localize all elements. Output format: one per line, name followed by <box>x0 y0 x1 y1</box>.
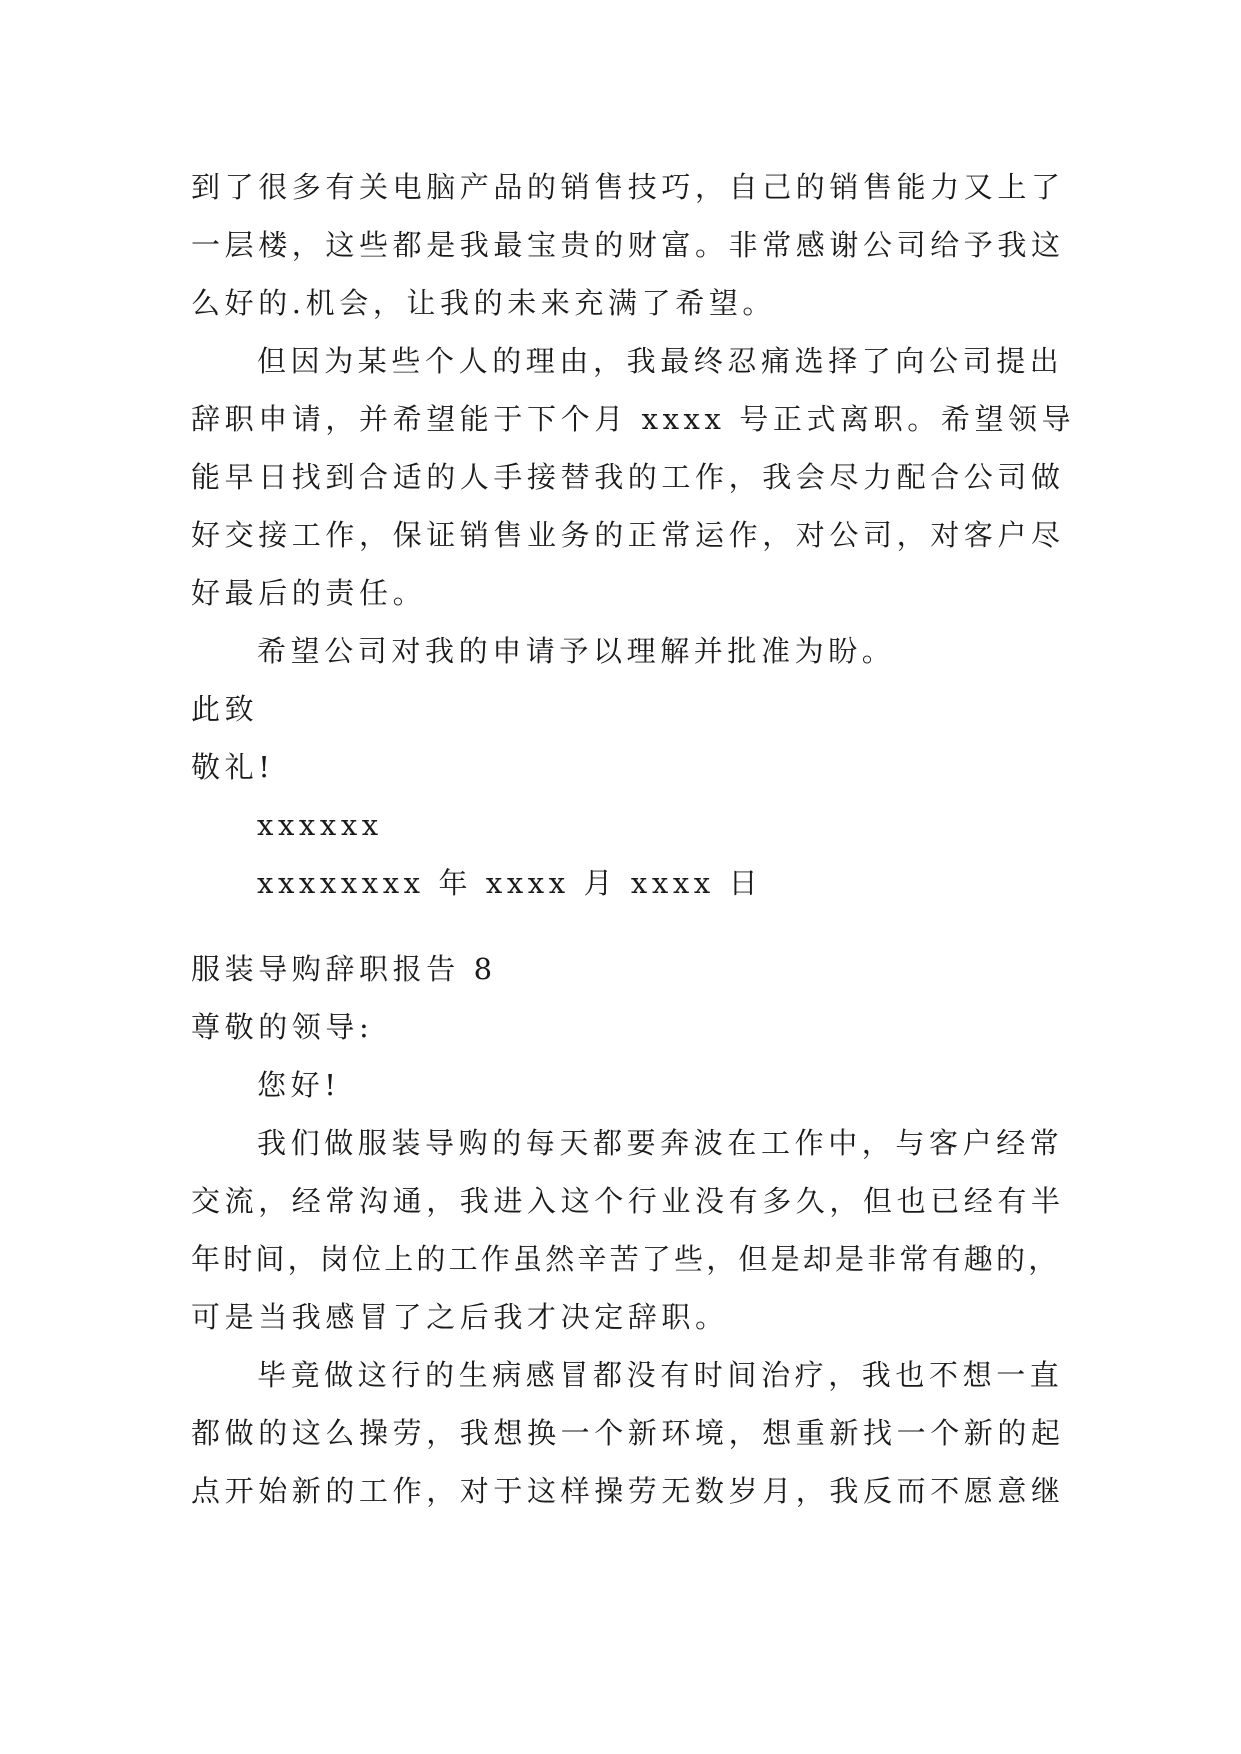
text-line: 交流，经常沟通，我进入这个行业没有多久，但也已经有半 <box>191 1184 1065 1218</box>
greeting: 您好! <box>257 1068 341 1102</box>
date-line: xxxxxxxx 年 xxxx 月 xxxx 日 <box>257 866 763 900</box>
paragraph-job-description <box>191 1114 1065 1346</box>
text-line: 一层楼，这些都是我最宝贵的财富。非常感谢公司给予我这 <box>191 228 1065 262</box>
section-gap <box>191 912 1051 940</box>
document-page <box>191 158 1076 1520</box>
text-line: 点开始新的工作，对于这样操劳无数岁月，我反而不愿意继 <box>191 1474 1065 1508</box>
text-line: 到了很多有关电脑产品的销售技巧，自己的销售能力又上了 <box>191 170 1065 204</box>
paragraph-sales-gains <box>191 158 1065 332</box>
text-line: 辞职申请，并希望能于下个月 xxxx 号正式离职。希望领导 <box>191 402 1076 436</box>
paragraph-request: 希望公司对我的申请予以理解并批准为盼。 <box>257 634 896 668</box>
text-line: 可是当我感冒了之后我才决定辞职。 <box>191 1300 729 1334</box>
text-line: 但因为某些个人的理由，我最终忍痛选择了向公司提出 <box>257 344 1064 378</box>
salutation: 尊敬的领导: <box>191 1010 374 1044</box>
paragraph-resignation-reason <box>191 332 1076 622</box>
text-line: 能早日找到合适的人手接替我的工作，我会尽力配合公司做 <box>191 460 1065 494</box>
closing-greeting: 此致 <box>191 692 259 726</box>
text-line: 毕竟做这行的生病感冒都没有时间治疗，我也不想一直 <box>257 1358 1064 1392</box>
signature: xxxxxx <box>257 808 383 842</box>
text-line: 都做的这么操劳，我想换一个新环境，想重新找一个新的起 <box>191 1416 1065 1450</box>
text-line: 我们做服装导购的每天都要奔波在工作中，与客户经常 <box>257 1126 1064 1160</box>
text-line: 好交接工作，保证销售业务的正常运作，对公司，对客户尽 <box>191 518 1065 552</box>
closing-salute: 敬礼! <box>191 750 275 784</box>
text-line: 么好的.机会，让我的未来充满了希望。 <box>191 286 777 320</box>
section-title: 服装导购辞职报告 8 <box>191 952 497 986</box>
paragraph-illness-reason <box>191 1346 1065 1520</box>
text-line: 年时间，岗位上的工作虽然辛苦了些，但是却是非常有趣的， <box>191 1242 1061 1276</box>
text-line: 好最后的责任。 <box>191 576 427 610</box>
